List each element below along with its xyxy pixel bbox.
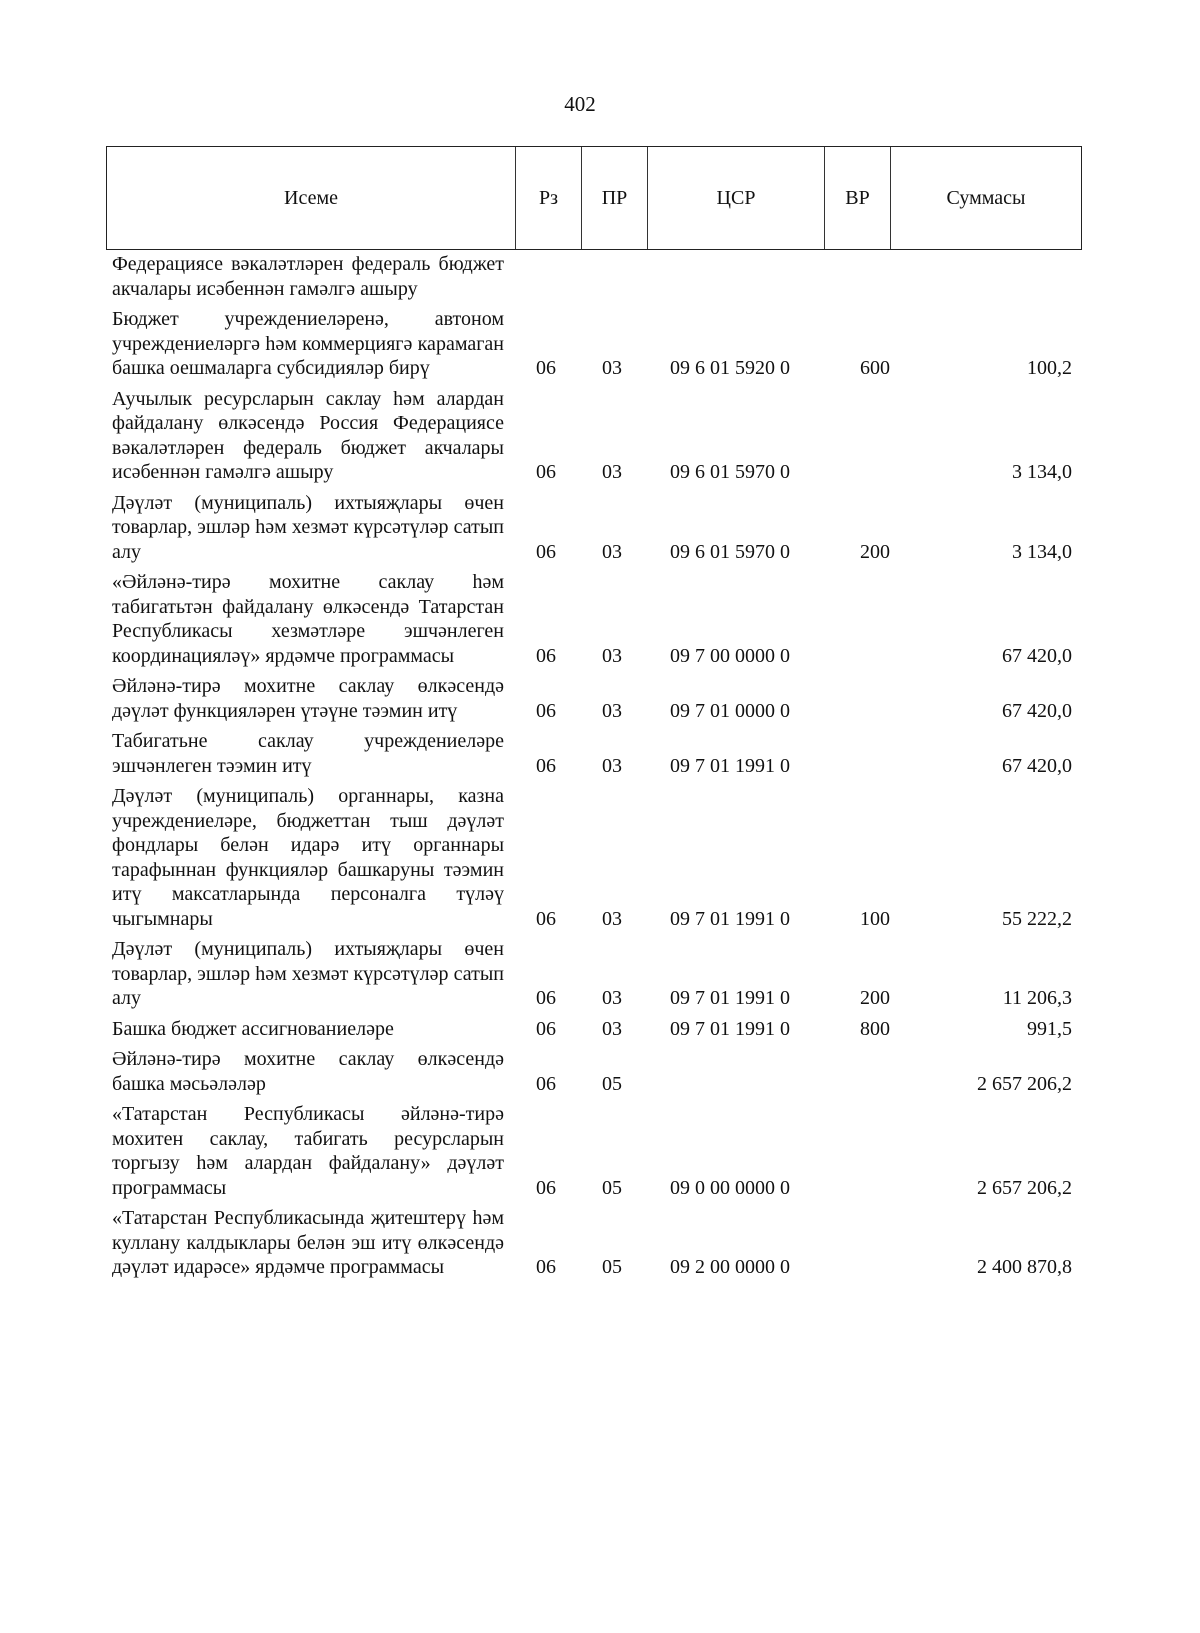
row-rz: 06	[536, 1176, 556, 1199]
row-rz: 06	[536, 357, 556, 379]
table-row	[112, 387, 1080, 485]
row-name: Әйләнә-тирә мохитне саклау өлкәсендә башка мәсьәләләр	[112, 1048, 504, 1095]
table-body	[112, 252, 1080, 1286]
row-sum: 2 400 870,8	[977, 1256, 1072, 1278]
row-csr: 09 7 00 0000 0	[670, 644, 790, 667]
row-sum: 55 222,2	[1002, 907, 1072, 930]
row-name: Дәүләт (муниципаль) органнары, казна учреждениеләре, бюджеттан тыш дәүләт фондлары белән идарә итү органнары тарафыннан функцияләр башкаруны тәэмин итү максатларында персоналга түләү чыгымнары	[112, 785, 504, 930]
row-name: «Әйләнә-тирә мохитне саклау һәм табигатьтән файдалану өлкәсендә Татарстан Республикасы хезмәтләре эшчәнлеген координацияләү» ярдәмче программасы	[112, 571, 504, 667]
row-sum: 67 420,0	[1002, 699, 1072, 722]
table-row	[112, 491, 1080, 565]
row-pr: 03	[602, 461, 622, 483]
row-sum: 2 657 206,2	[977, 1176, 1072, 1199]
row-rz: 06	[536, 699, 556, 722]
row-pr: 03	[602, 357, 622, 379]
row-vr: 200	[860, 540, 890, 563]
row-name: Табигатьне саклау учреждениеләре эшчәнлеген тәэмин итү	[112, 730, 504, 777]
row-pr: 05	[602, 1256, 622, 1278]
table-row	[112, 1102, 1080, 1200]
header-sum: Суммасы	[946, 186, 1026, 209]
row-csr: 09 7 01 1991 0	[670, 907, 790, 930]
row-csr: 09 7 01 0000 0	[670, 699, 790, 722]
row-name: Федерациясе вәкаләтләрен федераль бюджет акчалары исәбеннән гамәлгә ашыру	[112, 253, 504, 300]
row-rz: 06	[536, 907, 556, 930]
row-sum: 2 657 206,2	[977, 1072, 1072, 1095]
row-name: Дәүләт (муниципаль) ихтыяҗлары өчен товарлар, эшләр һәм хезмәт күрсәтүләр сатып алу	[112, 938, 504, 1009]
row-pr: 03	[602, 699, 622, 722]
header-pr: ПР	[582, 147, 648, 249]
row-pr: 03	[602, 644, 622, 667]
row-csr: 09 6 01 5970 0	[670, 461, 790, 483]
row-rz: 06	[536, 461, 556, 483]
row-pr: 03	[602, 754, 622, 777]
row-vr: 100	[860, 907, 890, 930]
table-row	[112, 307, 1080, 381]
row-rz: 06	[536, 1017, 556, 1040]
row-pr: 05	[602, 1176, 622, 1199]
table-header	[106, 146, 1082, 250]
row-rz: 06	[536, 754, 556, 777]
table-row	[112, 570, 1080, 668]
row-pr: 03	[602, 987, 622, 1009]
row-sum: 991,5	[1027, 1017, 1072, 1040]
table-row	[112, 1206, 1080, 1280]
row-pr: 03	[602, 907, 622, 930]
table-row	[112, 729, 1080, 778]
table-row	[112, 252, 1080, 301]
row-rz: 06	[536, 644, 556, 667]
row-sum: 3 134,0	[1012, 540, 1072, 563]
row-sum: 67 420,0	[1002, 754, 1072, 777]
row-rz: 06	[536, 1256, 556, 1278]
row-csr: 09 6 01 5970 0	[670, 540, 790, 563]
row-sum: 11 206,3	[1002, 987, 1072, 1009]
page-number: 402	[564, 92, 596, 116]
row-csr: 09 2 00 0000 0	[670, 1256, 790, 1278]
row-csr: 09 7 01 1991 0	[670, 987, 790, 1009]
table-row	[112, 937, 1080, 1011]
row-name: «Татарстан Республикасы әйләнә-тирә мохитен саклау, табигать ресурсларын торгызу һәм алардан файдалану» дәүләт программасы	[112, 1103, 504, 1199]
row-name: Дәүләт (муниципаль) ихтыяҗлары өчен товарлар, эшләр һәм хезмәт күрсәтүләр сатып алу	[112, 491, 504, 563]
row-pr: 03	[602, 1017, 622, 1040]
table-row	[112, 784, 1080, 931]
header-vr: ВР	[825, 147, 891, 249]
row-pr: 03	[602, 540, 622, 563]
row-rz: 06	[536, 987, 556, 1009]
row-csr: 09 7 01 1991 0	[670, 1017, 790, 1040]
row-sum: 67 420,0	[1002, 644, 1072, 667]
row-rz: 06	[536, 540, 556, 563]
row-sum: 100,2	[1027, 357, 1072, 379]
row-name: Башка бюджет ассигнованиеләре	[112, 1017, 394, 1040]
table-row	[112, 1017, 1080, 1042]
row-vr: 600	[860, 357, 890, 379]
row-csr: 09 6 01 5920 0	[670, 357, 790, 379]
header-csr: ЦСР	[648, 147, 825, 249]
row-csr: 09 7 01 1991 0	[670, 754, 790, 777]
header-name: Исеме	[107, 147, 516, 249]
row-pr: 05	[602, 1072, 622, 1095]
table-row	[112, 1047, 1080, 1096]
row-name: Бюджет учреждениеләренә, автоном учреждениеләргә һәм коммерциягә карамаган башка оешмаларга субсидияләр бирү	[112, 308, 504, 379]
table-row	[112, 674, 1080, 723]
row-sum: 3 134,0	[1012, 461, 1072, 483]
row-name: Әйләнә-тирә мохитне саклау өлкәсендә дәүләт функцияләрен үтәүне тәэмин итү	[112, 675, 504, 722]
row-rz: 06	[536, 1072, 556, 1095]
row-vr: 200	[860, 987, 890, 1009]
row-name: Аучылык ресурсларын саклау һәм алардан файдалану өлкәсендә Россия Федерациясе вәкаләтләрен федераль бюджет акчалары исәбеннән гамәлгә ашыру	[112, 387, 504, 483]
header-rz: Рз	[516, 147, 582, 249]
row-name: «Татарстан Республикасында җитештерү һәм куллану калдыклары белән эш итү өлкәсендә дәүләт идарәсе» ярдәмче программасы	[112, 1207, 504, 1278]
row-vr: 800	[860, 1017, 890, 1040]
row-csr: 09 0 00 0000 0	[670, 1176, 790, 1199]
